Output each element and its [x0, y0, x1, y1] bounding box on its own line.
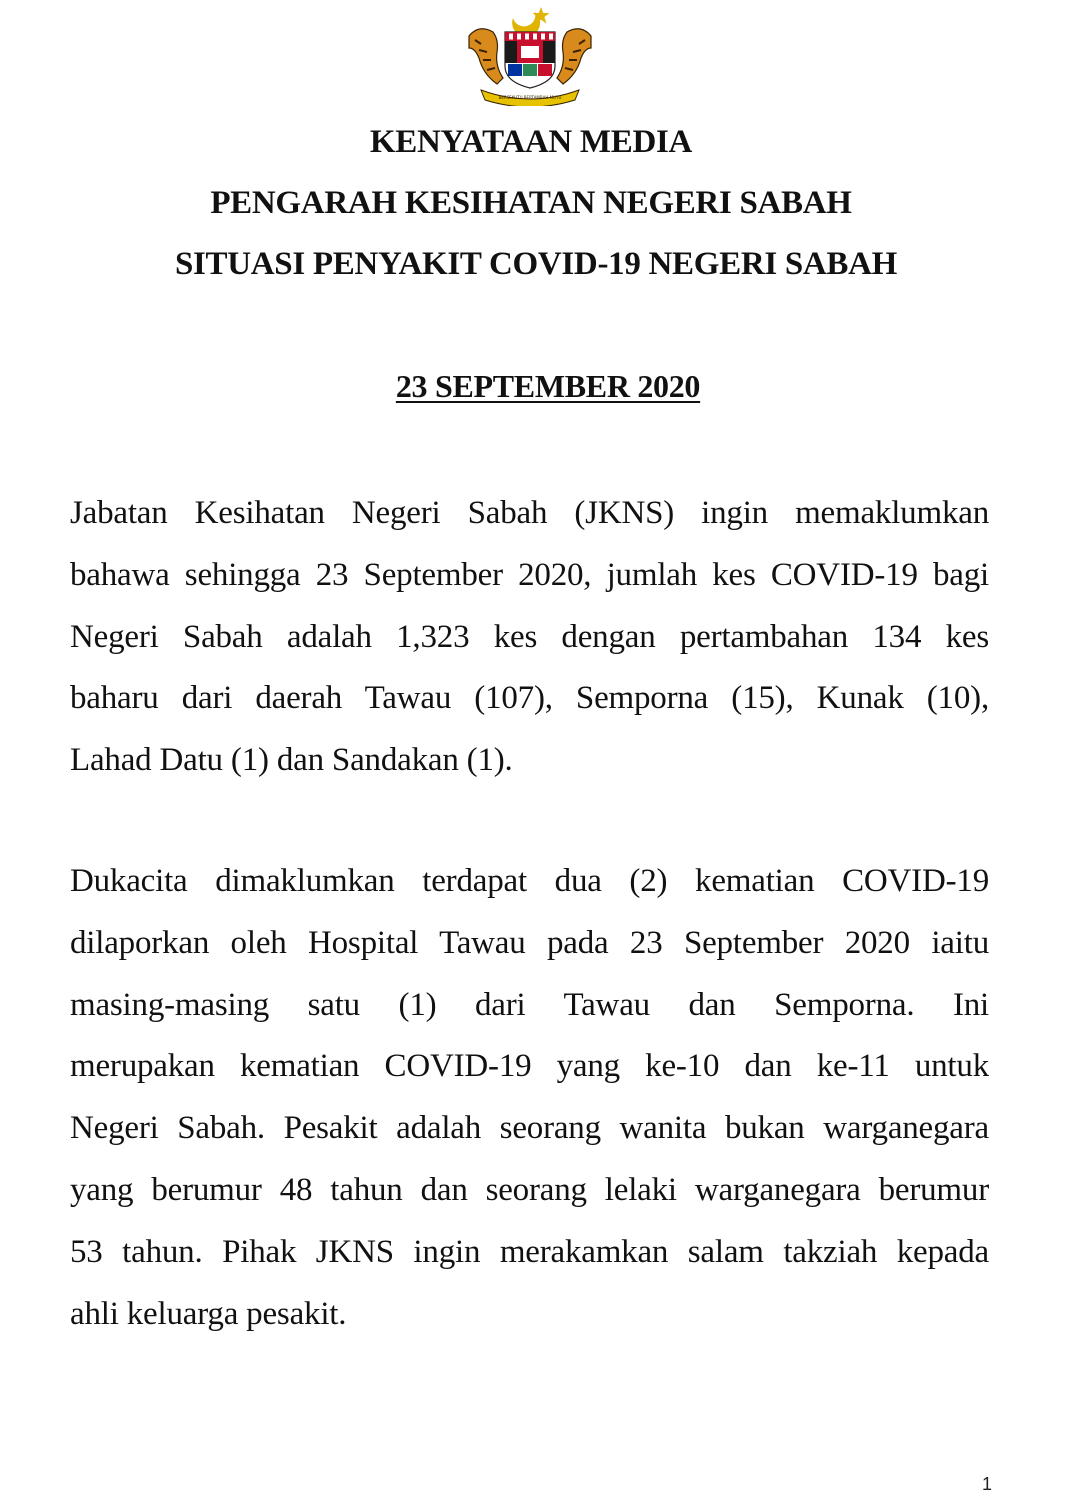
paragraph-line: Negeri Sabah. Pesakit adalah seorang wanita bukan warganegara	[70, 1110, 989, 1147]
statement-date	[0, 366, 1072, 406]
paragraph-line: merupakan kematian COVID-19 yang ke-10 dan ke-11 untuk	[70, 1048, 989, 1085]
paragraph-line: Lahad Datu (1) dan Sandakan (1).	[70, 742, 513, 779]
paragraph-line: dilaporkan oleh Hospital Tawau pada 23 September 2020 iaitu	[70, 924, 989, 961]
paragraph-line: bahawa sehingga 23 September 2020, jumlah kes COVID-19 bagi	[70, 556, 989, 593]
page-number: 1	[981, 1474, 992, 1494]
statement-date-text: 23 SEPTEMBER 2020	[395, 368, 701, 404]
svg-text:BERSEKUTU BERTAMBAH MUTU: BERSEKUTU BERTAMBAH MUTU	[498, 95, 562, 100]
statement-type-heading: KENYATAAN MEDIA	[369, 124, 693, 160]
paragraph-line: ahli keluarga pesakit.	[70, 1295, 347, 1332]
paragraph-line: masing-masing satu (1) dari Tawau dan Semporna. Ini	[70, 986, 989, 1023]
paragraph-line: 53 tahun. Pihak JKNS ingin merakamkan salam takziah kepada	[70, 1233, 989, 1270]
paragraph-line: Dukacita dimaklumkan terdapat dua (2) kematian COVID-19	[70, 863, 989, 899]
coat-of-arms-logo	[461, 6, 599, 106]
subject-heading: SITUASI PENYAKIT COVID-19 NEGERI SABAH	[174, 246, 898, 282]
paragraph-line: Jabatan Kesihatan Negeri Sabah (JKNS) ingin memaklumkan	[70, 495, 989, 531]
paragraph-line: baharu dari daerah Tawau (107), Semporna (15), Kunak (10),	[70, 680, 989, 717]
paragraph-line: Negeri Sabah adalah 1,323 kes dengan pertambahan 134 kes	[70, 618, 989, 655]
paragraph-deaths	[70, 851, 989, 1345]
issuer-heading: PENGARAH KESIHATAN NEGERI SABAH	[210, 185, 852, 221]
paragraph-case-summary	[70, 483, 989, 792]
paragraph-line: yang berumur 48 tahun dan seorang lelaki warganegara berumur	[70, 1171, 989, 1208]
